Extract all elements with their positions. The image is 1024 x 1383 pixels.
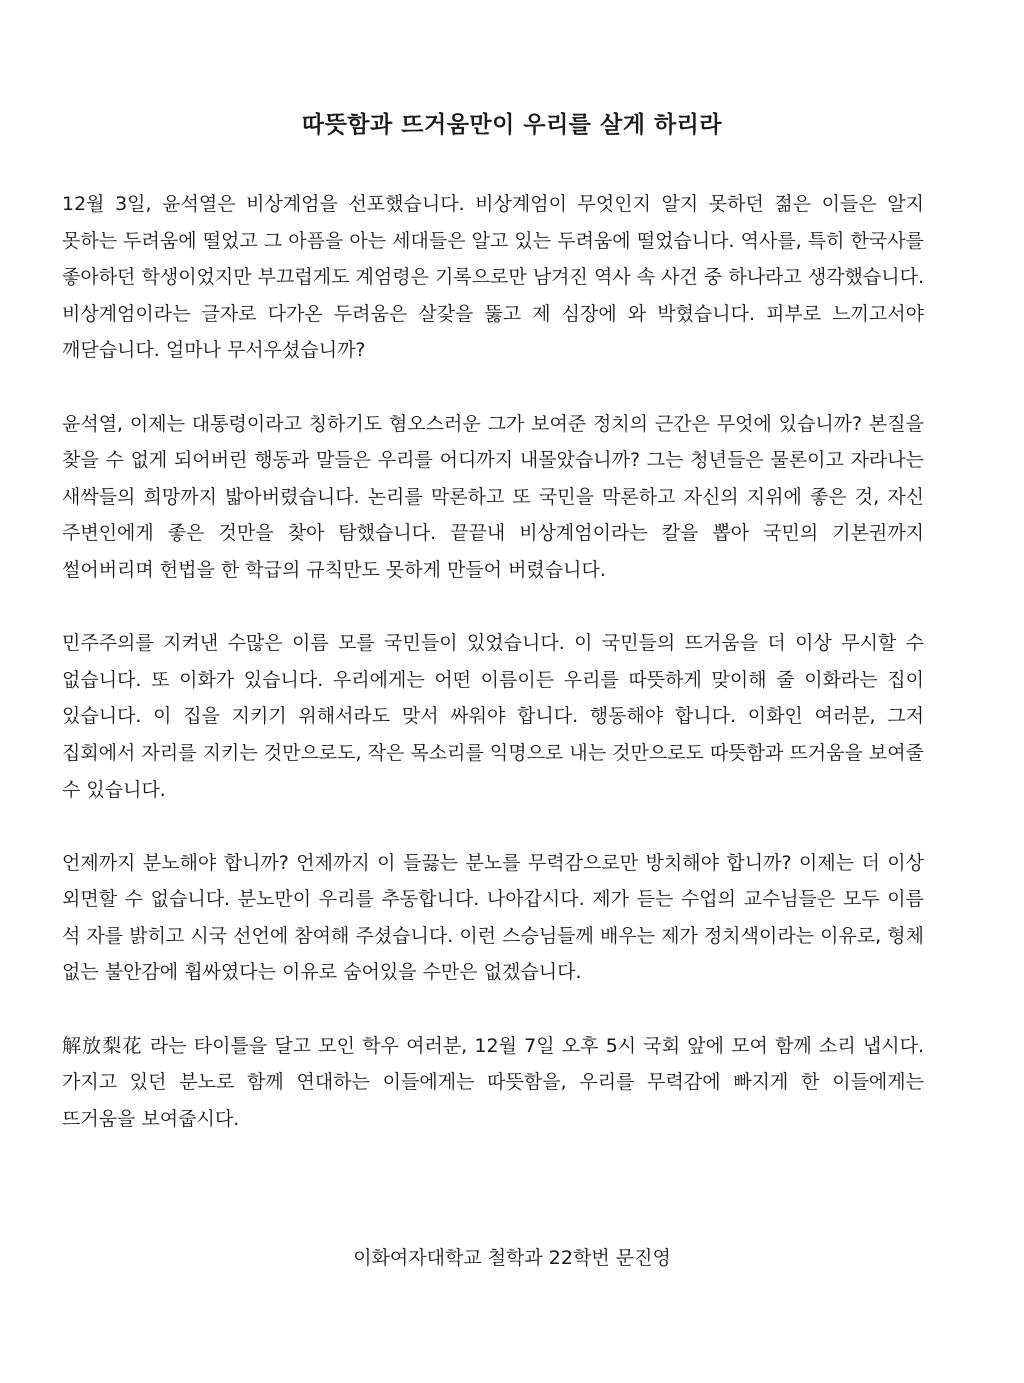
paragraph-2: 윤석열, 이제는 대통령이라고 칭하기도 혐오스러운 그가 보여준 정치의 근간은 무엇에 있습니까? 본질을 찾을 수 없게 되어버린 행동과 말들은 우리를 어디까지 내몰았습니까? 그는 청년들은 물론이고 자라나는 새싹들의 희망까지 밟아버렸습니다. 논리를 막론하고 또 국민을 막론하고 자신의 지위에 좋은 것, 자신 주변인에게 좋은 것만을 찾아 탐했습니다. 끝끝내 비상계엄이라는 칼을 뽑아 국민의 기본권까지 썰어버리며 헌법을 한 학급의 규칙만도 못하게 만들어 버렸습니다. [62,412,924,581]
paragraph-5: 解放梨花 라는 타이틀을 달고 모인 학우 여러분, 12월 7일 오후 5시 국회 앞에 모여 함께 소리 냅시다. 가지고 있던 분노로 함께 연대하는 이들에게는 따뜻함을, 우리를 무력감에 빠지게 한 이들에게는 뜨거움을 보여줍시다. [62,1034,924,1130]
paragraph-4: 언제까지 분노해야 합니까? 언제까지 이 들끓는 분노를 무력감으로만 방치해야 합니까? 이제는 더 이상 외면할 수 없습니다. 분노만이 우리를 추동합니다. 나아갑시다. 제가 듣는 수업의 교수님들은 모두 이름 석 자를 밝히고 시국 선언에 참여해 주셨습니다. 이런 스승님들께 배우는 제가 정치색이라는 이유로, 형체 없는 불안감에 휩싸였다는 이유로 숨어있을 수만은 없겠습니다. [62,851,924,984]
author-signature: 이화여자대학교 철학과 22학번 문진영 [353,1247,671,1269]
paragraph-3: 민주주의를 지켜낸 수많은 이름 모를 국민들이 있었습니다. 이 국민들의 뜨거움을 더 이상 무시할 수 없습니다. 또 이화가 있습니다. 우리에게는 어떤 이름이든 우리를 따뜻하게 맞이해 줄 이화라는 집이 있습니다. 이 집을 지키기 위해서라도 맞서 싸워야 합니다. 행동해야 합니다. 이화인 여러분, 그저 집회에서 자리를 지키는 것만으로도, 작은 목소리를 익명으로 내는 것만으로도 따뜻함과 뜨거움을 보여줄 수 있습니다. [62,632,924,801]
document-body [62,186,924,1174]
document-title: 따뜻함과 뜨거움만이 우리를 살게 하리라 [301,112,723,138]
paragraph-1: 12월 3일, 윤석열은 비상계엄을 선포했습니다. 비상계엄이 무엇인지 알지 못하던 젊은 이들은 알지 못하는 두려움에 떨었고 그 아픔을 아는 세대들은 알고 있는 두려움에 떨었습니다. 역사를, 특히 한국사를 좋아하던 학생이었지만 부끄럽게도 계엄령은 기록으로만 남겨진 역사 속 사건 중 하나라고 생각했습니다. 비상계엄이라는 글자로 다가온 두려움은 살갗을 뚫고 제 심장에 와 박혔습니다. 피부로 느끼고서야 깨닫습니다. 얼마나 무서우셨습니까? [62,193,924,362]
